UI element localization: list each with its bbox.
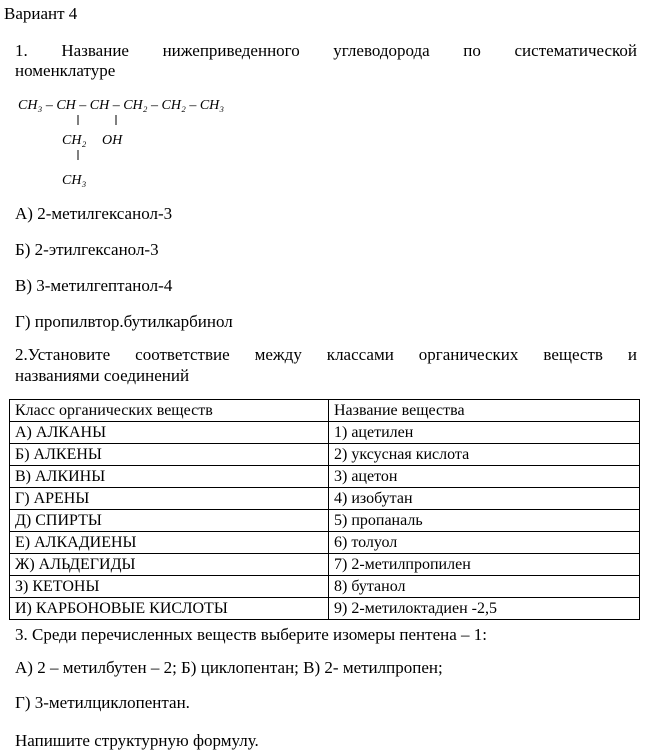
substance-cell: 6) толуол [329,532,640,554]
class-cell: Д) СПИРТЫ [10,510,329,532]
question-2-line-1: 2.Установите соответствие между классами органических веществ и [15,345,637,364]
substance-cell: 3) ацетон [329,466,640,488]
formula-branch-ch3: CH₃ [62,173,87,188]
q1-option-d: Г) пропилвтор.бутилкарбинол [15,312,233,331]
substance-cell: 4) изобутан [329,488,640,510]
question-1-line-2: номенклатуре [15,61,116,80]
question-3-task: Напишите структурную формулу. [15,731,259,750]
table-header: Название вещества [329,400,640,422]
class-cell: Б) АЛКЕНЫ [10,444,329,466]
formula-main-chain: CH₃ – CH – CH – CH₂ – CH₂ – CH₃ [18,98,225,113]
table-row [10,576,640,598]
matching-table [9,399,640,620]
formula-branch-ch2: CH₂ [62,133,87,148]
class-cell: Е) АЛКАДИЕНЫ [10,532,329,554]
table-row [10,488,640,510]
class-cell: И) КАРБОНОВЫЕ КИСЛОТЫ [10,598,329,620]
table-row [10,444,640,466]
question-3-options-1: А) 2 – метилбутен – 2; Б) циклопентан; В) 2- метилпропен; [15,658,443,677]
substance-cell: 5) пропаналь [329,510,640,532]
table-header: Класс органических веществ [10,400,329,422]
table-row [10,598,640,620]
class-cell: З) КЕТОНЫ [10,576,329,598]
question-3-text: 3. Среди перечисленных веществ выберите изомеры пентена – 1: [15,625,487,644]
q1-option-a: А) 2-метилгексанол-3 [15,204,173,223]
table-row [10,554,640,576]
substance-cell: 1) ацетилен [329,422,640,444]
class-cell: А) АЛКАНЫ [10,422,329,444]
structural-formula [18,93,288,193]
class-cell: В) АЛКИНЫ [10,466,329,488]
variant-title: Вариант 4 [4,4,78,23]
table-row [10,510,640,532]
table-row [10,466,640,488]
table-header-row [10,400,640,422]
substance-cell: 9) 2-метилоктадиен -2,5 [329,598,640,620]
q1-option-b: Б) 2-этилгексанол-3 [15,240,159,259]
question-3-options-2: Г) 3-метилциклопентан. [15,693,190,712]
substance-cell: 7) 2-метилпропилен [329,554,640,576]
substance-cell: 8) бутанол [329,576,640,598]
class-cell: Г) АРЕНЫ [10,488,329,510]
question-1-line-1: 1. Название нижеприведенного углеводорода по систематической [15,41,637,60]
table-row [10,532,640,554]
q1-option-c: В) 3-метилгептанол-4 [15,276,173,295]
formula-branch-oh: OH [102,133,123,148]
question-2-line-2: названиями соединений [15,366,190,385]
class-cell: Ж) АЛЬДЕГИДЫ [10,554,329,576]
table-row [10,422,640,444]
substance-cell: 2) уксусная кислота [329,444,640,466]
